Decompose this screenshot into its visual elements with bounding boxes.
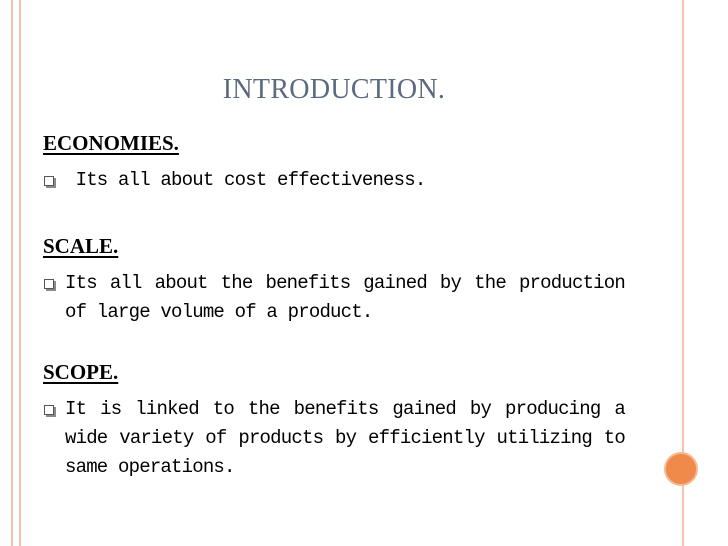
- slide-title: INTRODUCTION.: [222, 74, 446, 105]
- slide-content: [43, 128, 625, 482]
- bullet-scale: [43, 269, 625, 327]
- bullet-text: It is linked to the benefits gained by producing a wide variety of products by efficiently utilizing to same operations.: [65, 398, 625, 478]
- bullet-box-icon: [44, 279, 54, 289]
- section-heading-scale: SCALE.: [43, 234, 119, 258]
- section-heading-economies: ECONOMIES.: [43, 131, 179, 155]
- right-border-line-top: [682, 0, 684, 455]
- section-heading-scope: SCOPE.: [43, 360, 119, 384]
- bullet-text: Its all about the benefits gained by the production of large volume of a product.: [65, 272, 625, 323]
- bullet-economies: [43, 166, 625, 195]
- bullet-box-icon: [44, 405, 54, 415]
- bullet-scope: [43, 395, 625, 482]
- bullet-box-icon: [44, 176, 54, 186]
- bullet-text: Its all about cost effectiveness.: [65, 169, 426, 191]
- decorative-circle: [664, 452, 698, 486]
- right-border-line-bottom: [682, 485, 684, 546]
